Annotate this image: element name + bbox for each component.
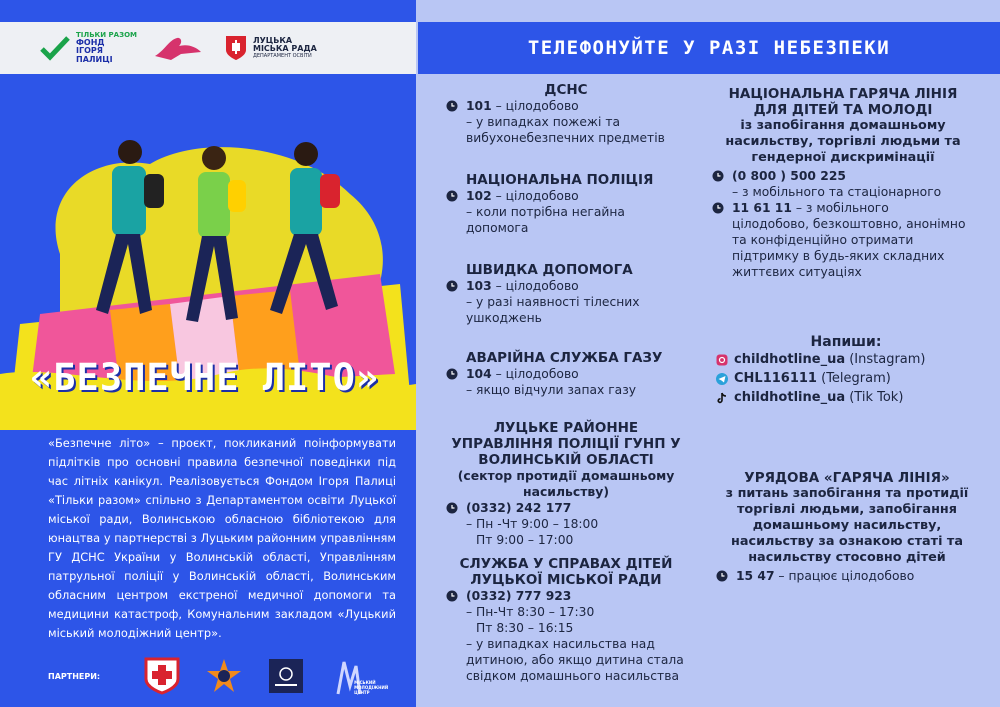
instagram-handle[interactable]: childhotline_ua [734,352,846,367]
gov-hotline-subtitle: з питань запобігання та протидії торгівлі людьми, запобігання домашньому насильству, насильству за ознакою статі та насильству стосовно дітей [725,486,969,565]
instagram-icon [716,354,728,366]
tiktok-icon [716,392,728,404]
national-hotline-block [712,86,974,280]
hotline-number-2[interactable]: 11 61 11 [732,201,792,215]
clock-icon [446,368,458,380]
tiktok-handle[interactable]: childhotline_ua [734,390,846,405]
telegram-row[interactable] [716,369,976,388]
left-panel [0,0,416,707]
police-number[interactable]: 102 [466,189,492,203]
instagram-row[interactable] [716,350,976,369]
fund-logo [40,32,137,65]
dsns-note: – у випадках пожежі та вибухонебезпечних предметів [466,115,665,145]
ambulance-title: ШВИДКА ДОПОМОГА [466,262,633,278]
header-title: ТЕЛЕФОНУЙТЕ У РАЗІ НЕБЕЗПЕКИ [527,37,891,59]
national-hotline-title: НАЦІОНАЛЬНА ГАРЯЧА ЛІНІЯ ДЛЯ ДІТЕЙ ТА МОЛОДІ [728,86,958,118]
instagram-label: (Instagram) [845,352,926,367]
city-logo [225,35,323,61]
city-name: ЛУЦЬКА МІСЬКА РАДА [252,35,317,54]
district-police-title: ЛУЦЬКЕ РАЙОННЕ УПРАВЛІННЯ ПОЛІЦІЇ ГУНП У ВОЛИНСЬКІЙ ОБЛАСТІ [451,420,681,468]
police-block [446,172,666,236]
library-figure-icon [151,32,205,64]
district-police-block [446,420,686,548]
write-block [716,334,976,407]
gov-hotline-title: УРЯДОВА «ГАРЯЧА ЛІНІЯ» [744,470,950,486]
national-hotline-subtitle: із запобігання домашньому насильству, торгівлі людьми та гендерної дискримінації [725,118,961,165]
header-bar [418,22,1000,74]
telegram-label: (Telegram) [816,371,891,386]
dsns-star-icon [206,658,242,694]
gas-note: – якщо відчули запах газу [466,383,637,397]
children-service-title: СЛУЖБА У СПРАВАХ ДІТЕЙ ЛУЦЬКОЇ МІСЬКОЇ РАДИ [459,556,673,588]
library-partner-logo [266,656,306,696]
library-square-icon [269,659,303,693]
children-service-hours2: Пт 8:30 – 16:15 [476,621,574,635]
telegram-handle[interactable]: CHL116111 [734,371,817,386]
write-title: Напиши: [810,334,882,350]
police-title: НАЦІОНАЛЬНА ПОЛІЦІЯ [466,172,654,188]
children-service-number[interactable]: (0332) 777 923 [466,589,572,603]
police-hours: – цілодобово [491,189,579,203]
ambulance-shield-icon [144,657,180,695]
logo-bar [0,22,416,74]
clock-icon [712,170,724,182]
dsns-block [446,82,686,146]
clock-icon [446,590,458,602]
children-service-note: – у випадках насильства над дитиною, або якщо дитина стала свідком домашнього насильства [466,637,684,683]
ambulance-note: – у разі наявності тілесних ушкоджень [466,295,640,325]
library-logo [151,32,211,64]
dsns-title: ДСНС [544,82,588,98]
gas-title: АВАРІЙНА СЛУЖБА ГАЗУ [466,350,663,366]
district-police-hours2: Пт 9:00 – 17:00 [476,533,574,547]
ambulance-partner-logo [142,656,182,696]
partners-row [48,652,408,700]
clock-icon [446,190,458,202]
district-police-hours1: – Пн -Чт 9:00 – 18:00 [466,517,599,531]
clock-icon [712,202,724,214]
police-note: – коли потрібна негайна допомога [466,205,625,235]
hotline-note-3: цілодобово, безкоштовно, анонімно та конфіденційно отримати підтримку в будь-яких складних життєвих ситуаціях [732,217,966,279]
ambulance-block [446,262,666,326]
fund-brand: ТІЛЬКИ РАЗОМ [76,30,137,39]
district-police-subtitle: (сектор протидії домашньому насильству) [457,468,675,499]
gov-hotline-hours: – працює цілодобово [774,569,915,583]
hotline-note-1: – з мобільного та стаціонарного [732,185,942,199]
dsns-partner-logo [204,656,244,696]
telegram-icon [716,373,728,385]
tiktok-row[interactable] [716,388,976,407]
dsns-number[interactable]: 101 [466,99,492,113]
gas-block [446,350,676,398]
youth-center-name: МІСЬКИЙ МОЛОДІЖНИЙ ЦЕНТР [354,680,389,695]
project-title: «БЕЗПЕЧНЕ ЛІТО» [30,356,380,399]
partners-label: ПАРТНЕРИ: [48,671,101,681]
ambulance-hours: – цілодобово [491,279,579,293]
ambulance-number[interactable]: 103 [466,279,492,293]
gas-hours: – цілодобово [491,367,579,381]
project-description: «Безпечне літо» – проєкт, покликаний поінформувати підлітків про основні правила безпечної поведінки під час літніх канікул. Реалізовується Фондом Ігоря Палиці «Тільки разом» спільно з Департаментом освіти Луцької міської ради, Волинською обласною бібліотекою для юнацтва у партнерстві з Луцьким районним управлінням ГУ ДСНС України у Волинській області, Управлінням патрульної поліції у Волинській області, Волинським обласним центром екстреної медичної допомоги та медицини катастроф, Комунальним закладом «Луцький міський молодіжний центр». [48,436,396,640]
district-police-number[interactable]: (0332) 242 177 [466,501,572,515]
gov-hotline-number[interactable]: 15 47 [736,569,775,583]
clock-icon [446,280,458,292]
dsns-hours: – цілодобово [491,99,579,113]
hotline-number-1[interactable]: (0 800 ) 500 225 [732,169,846,183]
gas-number[interactable]: 104 [466,367,492,381]
fund-check-icon [40,35,70,61]
tiktok-label: (Tik Tok) [845,390,904,405]
city-sub: ДЕПАРТАМЕНТ ОСВІТИ [252,52,312,59]
clock-icon [716,570,728,582]
clock-icon [446,100,458,112]
children-service-block [446,556,686,684]
fund-name: ФОНД ІГОРЯ ПАЛИЦІ [76,38,113,64]
youth-center-partner-logo [328,656,389,696]
clock-icon [446,502,458,514]
city-coat-of-arms-icon [225,35,247,61]
children-service-hours1: – Пн-Чт 8:30 – 17:30 [466,605,595,619]
gov-hotline-block [716,470,978,584]
hotline-note-2: – з мобільного [791,201,889,215]
